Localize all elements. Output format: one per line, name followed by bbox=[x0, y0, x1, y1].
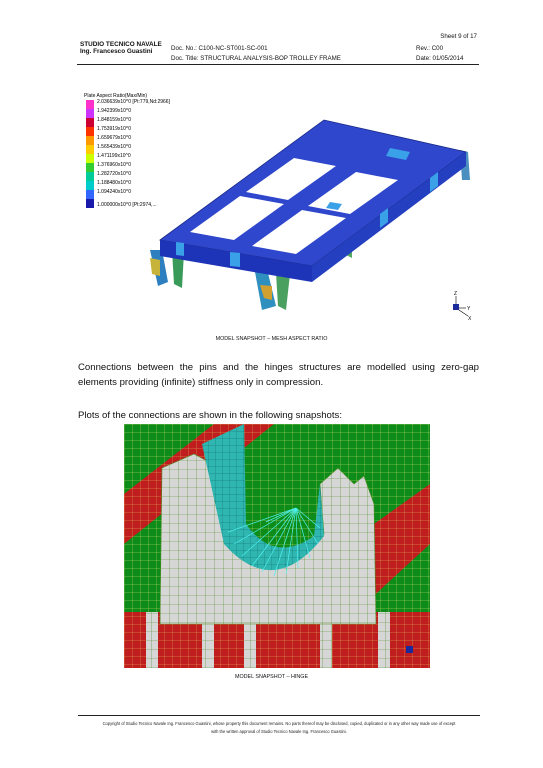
legend-label: 1.094240x10^0 bbox=[97, 189, 132, 195]
trolley-frame bbox=[160, 120, 466, 282]
company-name bbox=[80, 41, 162, 55]
axis-x-label: X bbox=[468, 316, 472, 322]
legend-label: 1.376960x10^0 bbox=[97, 162, 132, 168]
doc-title: Doc. Title: STRUCTURAL ANALYSIS-BOP TROLLEY FRAME bbox=[171, 55, 341, 62]
legend-label: 1.659679x10^0 bbox=[97, 135, 132, 141]
revision: Rev.: C00 bbox=[416, 45, 444, 52]
legend-label: 1.565439x10^0 bbox=[97, 144, 132, 150]
connection-description: Connections between the pins and the hinges structures are modelled using zero-gap elements providing (infinite) stiffness only in compression. bbox=[78, 362, 479, 388]
legend-swatch bbox=[86, 199, 94, 208]
legend-swatch bbox=[86, 163, 94, 172]
legend-title: Plate Aspect Ratio(Max/Min) bbox=[84, 93, 148, 99]
legend-swatch bbox=[86, 154, 94, 163]
axis-y-label: Y bbox=[467, 306, 471, 312]
mesh-aspect-ratio-plot bbox=[80, 90, 480, 330]
legend-swatch bbox=[86, 136, 94, 145]
legend-swatch bbox=[86, 190, 94, 199]
legend-label: 1.753919x10^0 bbox=[97, 126, 132, 132]
legend-swatch bbox=[86, 172, 94, 181]
doc-date: Date: 01/05/2014 bbox=[416, 55, 464, 62]
page-footer bbox=[78, 715, 480, 736]
legend-swatch bbox=[86, 118, 94, 127]
legend-label: 2.036639x10^0 [Pt:779,Nd:2966] bbox=[97, 99, 170, 105]
legend-label: 1.471199x10^0 bbox=[97, 153, 131, 159]
sheet-number: Sheet 9 of 17 bbox=[440, 33, 477, 40]
axis-z-label: Z bbox=[454, 291, 458, 297]
doc-number: Doc. No.: C100-NC-ST001-SC-001 bbox=[171, 45, 268, 52]
company-line-2: Ing. Francesco Guastini bbox=[80, 48, 153, 55]
axis-triad bbox=[453, 291, 472, 322]
page-header bbox=[77, 28, 479, 65]
legend-swatch bbox=[86, 181, 94, 190]
copyright-line-1: Copyright of Studio Tecnico Navale Ing. Francesco Guastini, whose property this document remains. No parts thereof may be disclosed, copied, duplicated or in any other way made use of except bbox=[102, 721, 456, 726]
mesh-aspect-ratio-figure bbox=[80, 90, 480, 330]
company-line-1: STUDIO TECNICO NAVALE bbox=[80, 41, 162, 48]
legend-swatch bbox=[86, 145, 94, 154]
hinge-plot bbox=[124, 424, 430, 668]
figure2-caption: MODEL SNAPSHOT – HINGE bbox=[234, 674, 309, 680]
legend-swatch bbox=[86, 127, 94, 136]
hinge-figure bbox=[124, 424, 430, 668]
legend-label: 1.000000x10^0 [Pt:2974,... bbox=[97, 202, 157, 208]
legend-label: 1.848159x10^0 bbox=[97, 117, 132, 123]
axis-marker bbox=[406, 646, 413, 653]
figure1-caption: MODEL SNAPSHOT – MESH ASPECT RATIO bbox=[215, 336, 328, 342]
legend-label: 1.188480x10^0 bbox=[97, 180, 132, 186]
legend-label: 1.942399x10^0 bbox=[97, 108, 132, 114]
copyright-line-2: with the written approval of Studio Tecnico Navale Ing. Francesco Guastini. bbox=[211, 729, 347, 734]
legend bbox=[86, 99, 171, 208]
legend-label: 1.282720x10^0 bbox=[97, 171, 132, 177]
legend-swatch bbox=[86, 100, 94, 109]
snapshots-intro: Plots of the connections are shown in the following snapshots: bbox=[78, 410, 342, 421]
legend-swatch bbox=[86, 109, 94, 118]
